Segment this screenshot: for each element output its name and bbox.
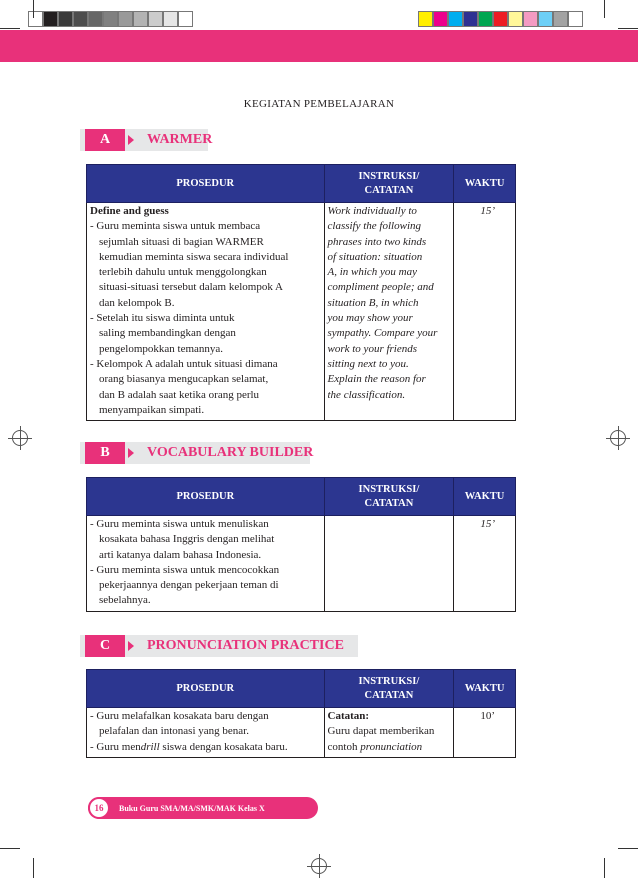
table-row [87, 708, 516, 758]
color-swatch [538, 11, 553, 27]
prosedur-cell: Define and guess - Guru meminta siswa untuk membaca sejumlah situasi di bagian WARMER kemudian meminta siswa secara individual terlebih dahulu untuk menggolongkan situasi-situasi tersebut dalam kelompok A dan kelompok B. - Setelah itu siswa diminta untuk saling membandingkan dengan pengelompokkan temannya. - Kelompok A adalah untuk situasi dimana orang biasanya mengucapkan selamat, dan B adalah saat ketika orang perlu menyampaikan simpati. [87, 203, 325, 421]
header-instruksi: INSTRUKSI/ CATATAN [324, 670, 454, 708]
waktu-cell: 10’ [454, 708, 516, 758]
crop-mark [618, 848, 638, 849]
color-swatch [478, 11, 493, 27]
color-swatch [493, 11, 508, 27]
arrow-icon [128, 135, 134, 145]
color-bar-left [28, 11, 193, 27]
header-instruksi: INSTRUKSI/ CATATAN [324, 478, 453, 516]
color-swatch [88, 11, 103, 27]
page-number: 16 [88, 797, 110, 819]
waktu-cell: 15’ [454, 516, 516, 612]
color-swatch [433, 11, 448, 27]
color-swatch [118, 11, 133, 27]
prosedur-cell: - Guru meminta siswa untuk menuliskan kosakata bahasa Inggris dengan melihat arti katanya dalam bahasa Indonesia. - Guru meminta siswa untuk mencocokkan pekerjaannya dengan pekerjaan teman di sebelahnya. [87, 516, 325, 612]
instruksi-cell: Catatan: Guru dapat memberikan contoh pronunciation [324, 708, 454, 758]
color-swatch [148, 11, 163, 27]
color-swatch [163, 11, 178, 27]
section-b-heading [80, 442, 313, 464]
section-a-heading [80, 129, 212, 151]
instruksi-cell [324, 516, 453, 612]
color-swatch [418, 11, 433, 27]
header-band [0, 30, 638, 62]
section-letter: B [85, 442, 125, 464]
crop-mark [604, 858, 605, 878]
registration-mark-icon [311, 858, 327, 874]
arrow-icon [128, 448, 134, 458]
section-letter: A [85, 129, 125, 151]
color-swatch [508, 11, 523, 27]
registration-mark-icon [610, 430, 626, 446]
arrow-icon [128, 641, 134, 651]
registration-mark-icon [12, 430, 28, 446]
section-title: VOCABULARY BUILDER [147, 445, 314, 460]
crop-mark [0, 28, 20, 29]
table-vocabulary [86, 477, 516, 612]
color-swatch [103, 11, 118, 27]
header-instruksi: INSTRUKSI/ CATATAN [324, 165, 454, 203]
crop-mark [604, 0, 605, 18]
section-letter: C [85, 635, 125, 657]
color-swatch [553, 11, 568, 27]
header-prosedur: PROSEDUR [87, 478, 325, 516]
section-title: PRONUNCIATION PRACTICE [147, 638, 344, 653]
prosedur-cell: - Guru melafalkan kosakata baru dengan pelafalan dan intonasi yang benar. - Guru mendrill siswa dengan kosakata baru. [87, 708, 325, 758]
crop-mark [33, 0, 34, 18]
footer-title: Buku Guru SMA/MA/SMK/MAK Kelas X [119, 803, 265, 813]
page-footer [88, 797, 265, 819]
color-swatch [568, 11, 583, 27]
crop-mark [618, 28, 638, 29]
header-prosedur: PROSEDUR [87, 670, 325, 708]
header-prosedur: PROSEDUR [87, 165, 325, 203]
table-row [87, 516, 516, 612]
header-waktu: WAKTU [454, 670, 516, 708]
waktu-cell: 15’ [454, 203, 516, 421]
table-warmer [86, 164, 516, 421]
section-title: WARMER [147, 132, 213, 147]
color-swatch [58, 11, 73, 27]
crop-mark [0, 848, 20, 849]
section-c-heading [80, 635, 344, 657]
page-heading: KEGIATAN PEMBELAJARAN [243, 98, 395, 110]
header-waktu: WAKTU [454, 165, 516, 203]
color-swatch [73, 11, 88, 27]
color-swatch [28, 11, 43, 27]
color-swatch [523, 11, 538, 27]
crop-mark [33, 858, 34, 878]
color-swatch [43, 11, 58, 27]
instruksi-cell: Work individually to classify the following phrases into two kinds of situation: situation A, in which you may compliment people; and situation B, in which you may show your sympathy. Compare your work to your friends sitting next to you. Explain the reason for the classification. [324, 203, 454, 421]
color-swatch [448, 11, 463, 27]
color-bar-right [418, 11, 583, 27]
table-row [87, 203, 516, 421]
color-swatch [178, 11, 193, 27]
table-pronunciation [86, 669, 516, 758]
header-waktu: WAKTU [454, 478, 516, 516]
color-swatch [133, 11, 148, 27]
color-swatch [463, 11, 478, 27]
